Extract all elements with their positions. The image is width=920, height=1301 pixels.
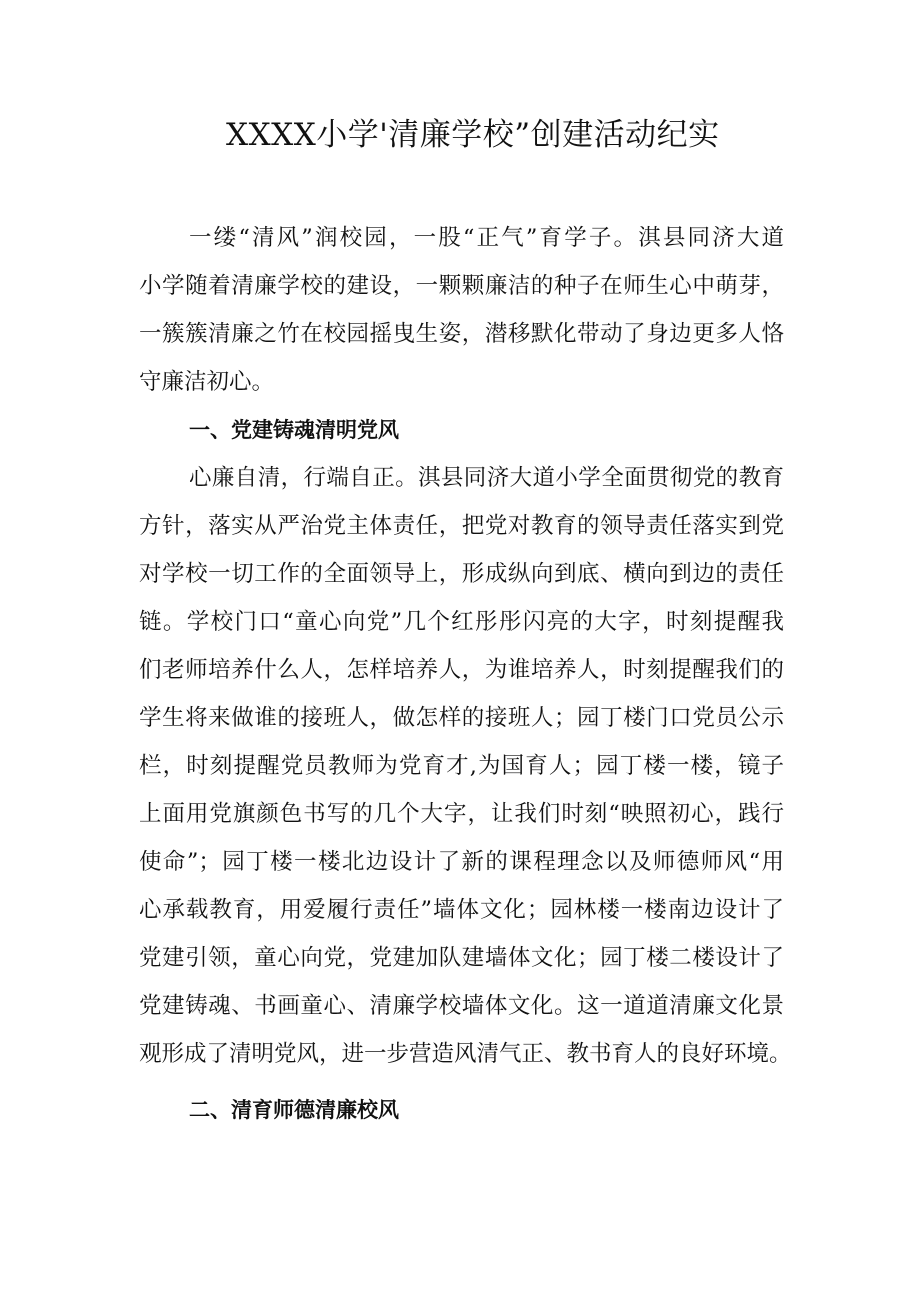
section1-line: 使命”；园丁楼一楼北边设计了新的课程理念以及师德师风“用 [139, 849, 784, 875]
section1-line: 方针，落实从严治党主体责任，把党对教育的领导责任落实到党 [139, 513, 784, 539]
section1-line: 党建铸魂、书画童心、清廉学校墙体文化。这一道道清廉文化景 [139, 993, 784, 1019]
section1-line: 心承载教育，用爱履行责任”墙体文化；园林楼一楼南边设计了 [139, 897, 784, 923]
intro-line: 守廉洁初心。 [139, 369, 275, 395]
section-heading-1: 一、党建铸魂清明党风 [189, 418, 399, 442]
section1-line: 链。学校门口“童心向党”几个红彤彤闪亮的大字，时刻提醒我 [139, 609, 784, 635]
section1-line: 党建引领，童心向党，党建加队建墙体文化；园丁楼二楼设计了 [139, 945, 784, 971]
page-title: XXXX小学'清廉学校”创建活动纪实 [226, 117, 720, 153]
section1-line: 观形成了清明党风，进一步营造风清气正、教书育人的良好环境。 [139, 1041, 792, 1067]
section1-line: 学生将来做谁的接班人，做怎样的接班人；园丁楼门口党员公示 [139, 705, 784, 731]
section1-line: 上面用党旗颜色书写的几个大字，让我们时刻“映照初心，践行 [139, 801, 784, 827]
intro-line: 一簇簇清廉之竹在校园摇曳生姿，潜移默化带动了身边更多人恪 [139, 321, 784, 347]
section1-line: 栏，时刻提醒党员教师为党育才,为国育人；园丁楼一楼，镜子 [139, 753, 784, 779]
section1-line: 心廉自清，行端自正。淇县同济大道小学全面贯彻党的教育 [189, 465, 784, 491]
intro-line: 小学随着清廉学校的建设，一颗颗廉洁的种子在师生心中萌芽， [139, 273, 784, 299]
intro-line: 一缕“清风”润校园，一股“正气”育学子。淇县同济大道 [189, 225, 784, 251]
section-heading-2: 二、清育师德清廉校风 [189, 1098, 399, 1122]
section1-line: 对学校一切工作的全面领导上，形成纵向到底、横向到边的责任 [139, 561, 784, 587]
section1-line: 们老师培养什么人，怎样培养人，为谁培养人，时刻提醒我们的 [139, 657, 784, 683]
